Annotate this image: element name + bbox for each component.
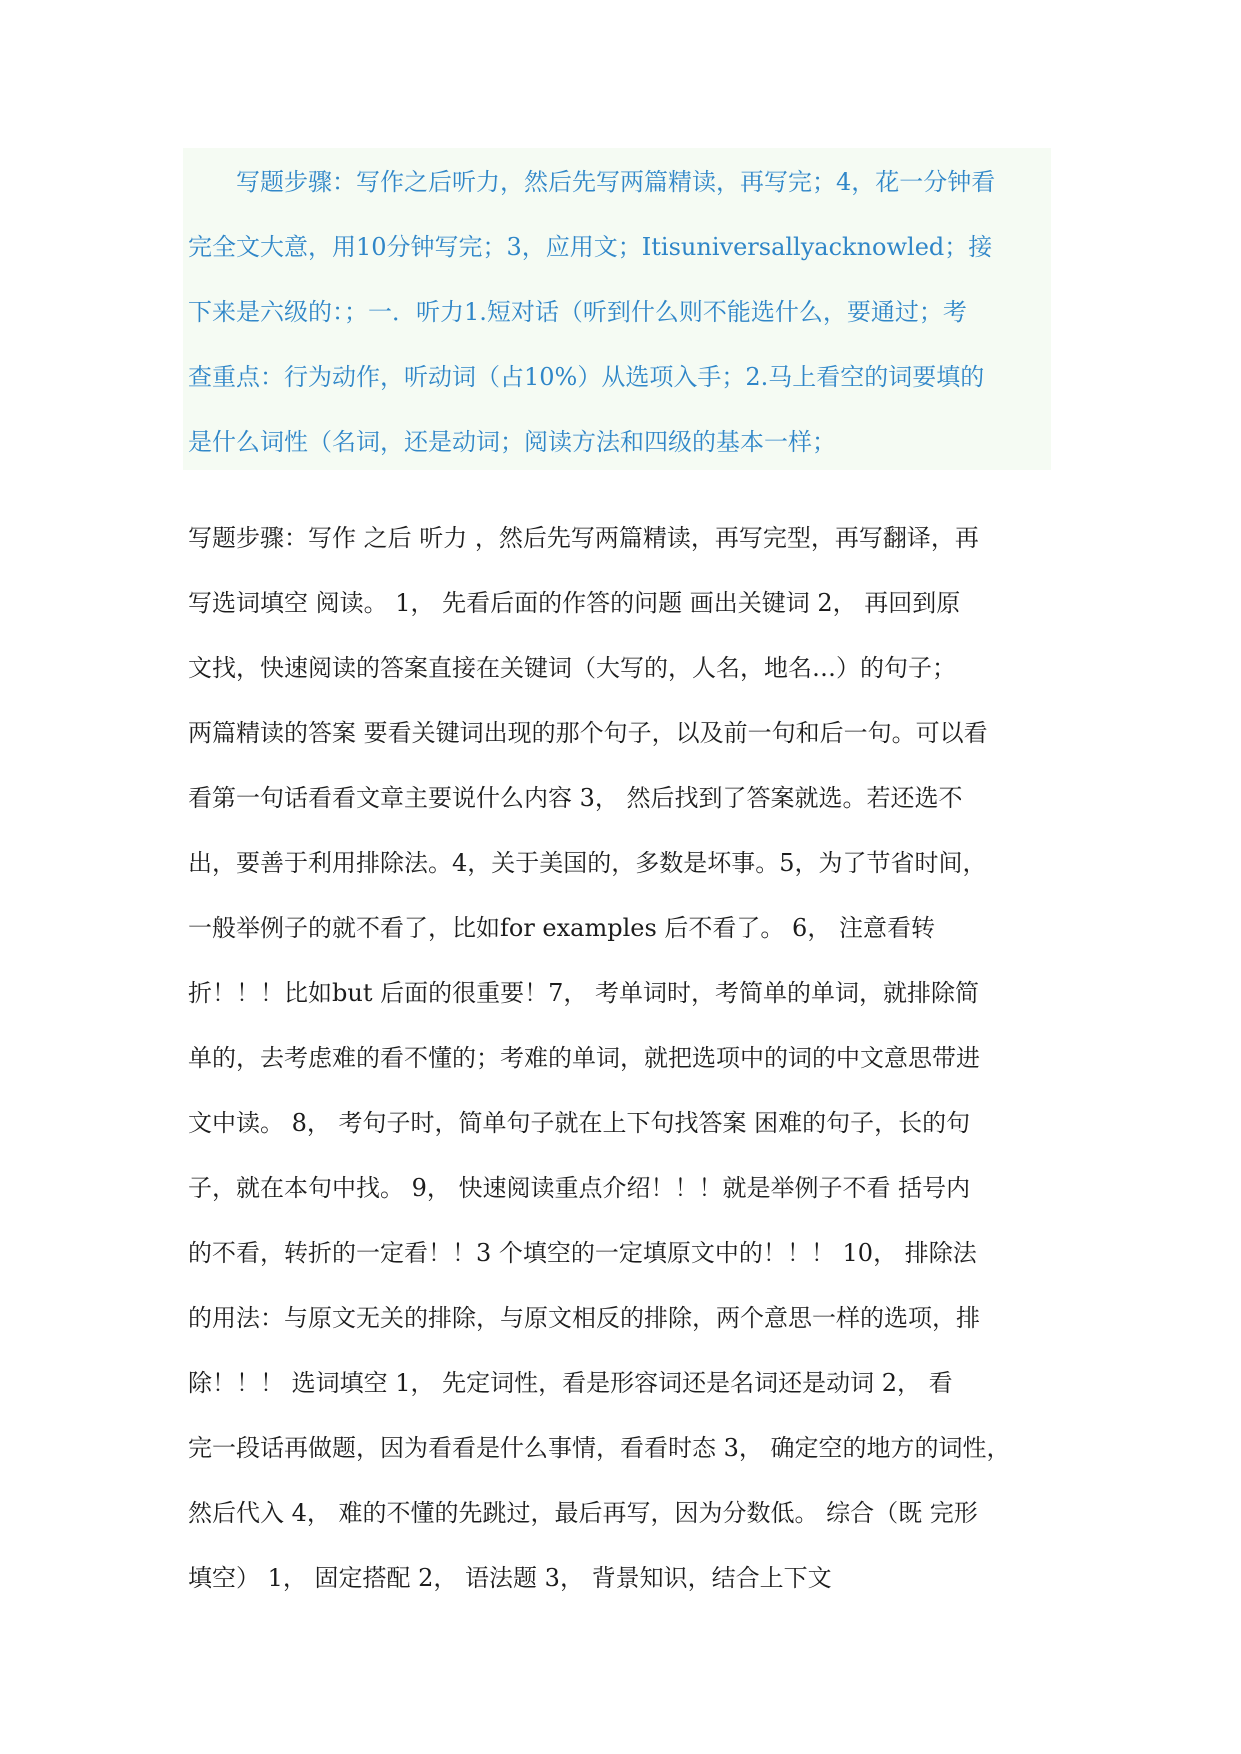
body-line-12: 的不看，转折的一定看！！3 个填空的一定填原文中的！！！ 10， 排除法 [188, 1239, 977, 1267]
body-line-1: 写题步骤：写作 之后 听力 ，然后先写两篇精读，再写完型，再写翻译，再 [188, 524, 979, 552]
body-line-3: 文找，快速阅读的答案直接在关键词（大写的，人名，地名…）的句子； [188, 654, 956, 682]
body-line-8: 折！！！比如but 后面的很重要！7， 考单词时，考简单的单词，就排除简 [188, 979, 979, 1007]
summary-line-2: 完全文大意，用10分钟写完；3，应用文；Itisuniversallyacknowled；接 [188, 233, 993, 261]
summary-line-1: 写题步骤：写作之后听力，然后先写两篇精读，再写完；4，花一分钟看 [236, 168, 996, 196]
body-line-15: 完一段话再做题，因为看看是什么事情，看看时态 3， 确定空的地方的词性， [188, 1434, 1011, 1462]
body-line-6: 出，要善于利用排除法。4，关于美国的，多数是坏事。5，为了节省时间， [188, 849, 987, 877]
body-line-10: 文中读。 8， 考句子时，简单句子就在上下句找答案 困难的句子，长的句 [188, 1109, 971, 1137]
body-line-11: 子，就在本句中找。 9， 快速阅读重点介绍！！！就是举例子不看 括号内 [188, 1174, 971, 1202]
body-line-13: 的用法：与原文无关的排除，与原文相反的排除，两个意思一样的选项，排 [188, 1304, 980, 1332]
body-line-17: 填空） 1， 固定搭配 2， 语法题 3， 背景知识，结合上下文 [188, 1564, 832, 1592]
summary-line-4: 查重点：行为动作，听动词（占10%）从选项入手；2.马上看空的词要填的 [188, 363, 985, 391]
summary-line-3: 下来是六级的：；一．听力1.短对话（听到什么则不能选什么，要通过；考 [188, 298, 967, 326]
body-line-2: 写选词填空 阅读。 1， 先看后面的作答的问题 画出关键词 2， 再回到原 [188, 589, 961, 617]
summary-line-5: 是什么词性（名词，还是动词；阅读方法和四级的基本一样； [188, 428, 836, 456]
body-line-7: 一般举例子的就不看了，比如for examples 后不看了。 6， 注意看转 [188, 914, 935, 942]
body-line-5: 看第一句话看看文章主要说什么内容 3， 然后找到了答案就选。若还选不 [188, 784, 963, 812]
body-line-16: 然后代入 4， 难的不懂的先跳过，最后再写，因为分数低。 综合（既 完形 [188, 1499, 978, 1527]
body-line-9: 单的，去考虑难的看不懂的；考难的单词，就把选项中的词的中文意思带进 [188, 1044, 980, 1072]
body-line-4: 两篇精读的答案 要看关键词出现的那个句子，以及前一句和后一句。可以看 [188, 719, 988, 747]
body-line-14: 除！！！ 选词填空 1， 先定词性，看是形容词还是名词还是动词 2， 看 [188, 1369, 953, 1397]
